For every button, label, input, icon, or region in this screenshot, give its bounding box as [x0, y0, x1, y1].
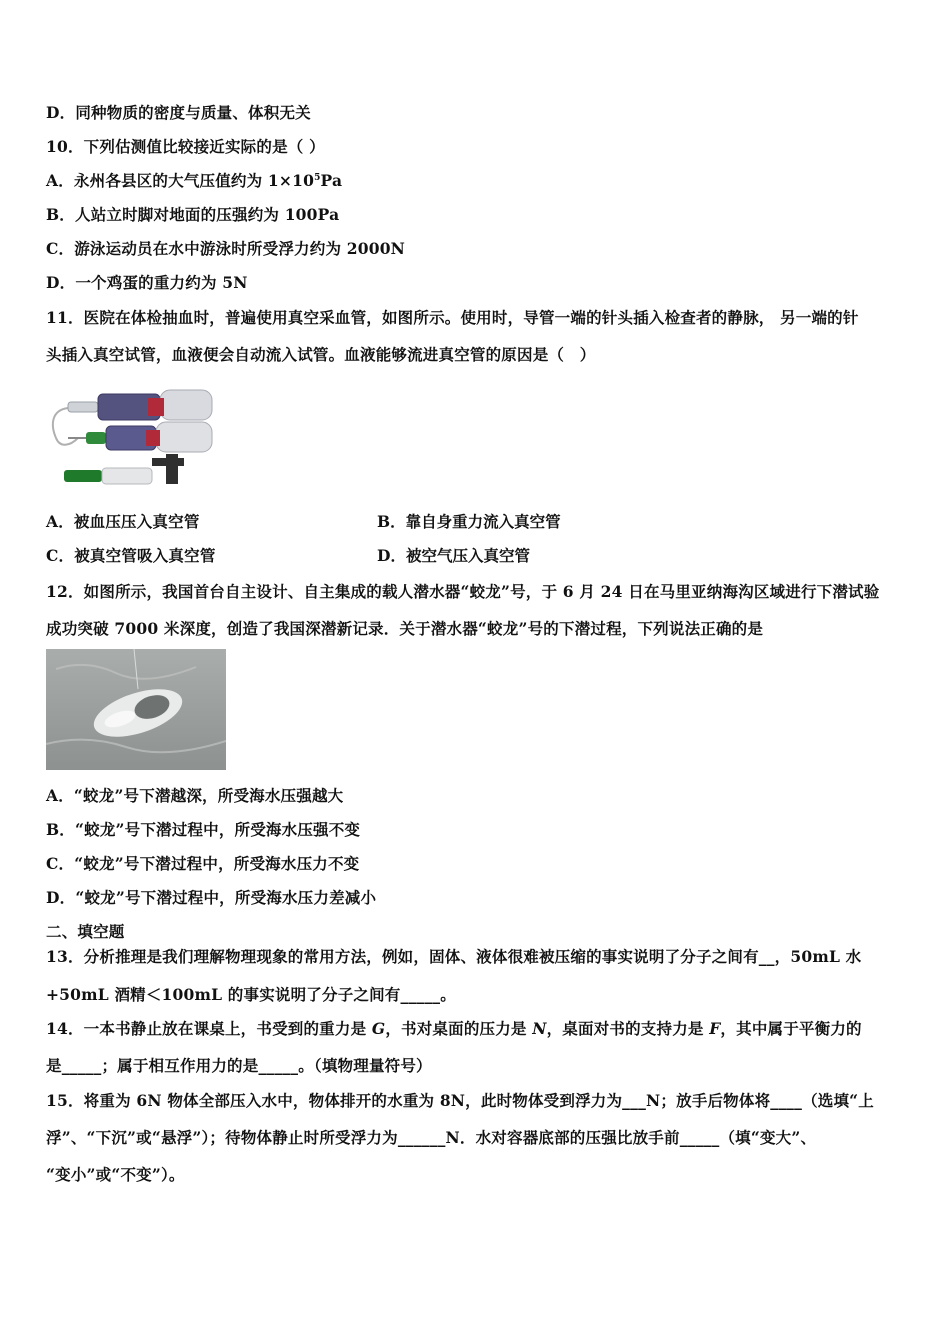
q12-option-d: D．“蛟龙”号下潜过程中，所受海水压力差减小 [46, 888, 377, 907]
q14-text-b: ，书对桌面的压力是 [385, 1019, 533, 1038]
q9-option-d: D．同种物质的密度与质量、体积无关 [46, 103, 311, 122]
q10-option-a-text: A．永州各县区的大气压值约为 1×10 [46, 171, 315, 190]
q15-line1: 15．将重为 6N 物体全部压入水中，物体排开的水重为 8N，此时物体受到浮力为___N；放手后物体将____（选填“上 [46, 1091, 875, 1110]
q14-symbol-n: N [532, 1019, 547, 1038]
q14-symbol-g: G [371, 1019, 386, 1038]
vacuum-blood-tube-figure [48, 376, 220, 488]
q11-stem-line2: 头插入真空试管，血液便会自动流入试管。血液能够流进真空管的原因是（ ） [46, 345, 596, 364]
q12-stem-line1: 12．如图所示，我国首台自主设计、自主集成的载人潜水器“蛟龙”号，于 6 月 24 日在马里亚纳海沟区域进行下潜试验 [46, 582, 880, 601]
q14-symbol-f: F [709, 1019, 721, 1038]
jiaolong-submersible-photo [46, 649, 226, 770]
q10-option-b: B．人站立时脚对地面的压强约为 100Pa [46, 205, 340, 224]
q11-option-b: B．靠自身重力流入真空管 [377, 512, 561, 531]
q12-option-b: B．“蛟龙”号下潜过程中，所受海水压强不变 [46, 820, 361, 839]
q14-line2: 是_____；属于相互作用力的是_____。（填物理量符号） [46, 1056, 432, 1075]
q11-option-c: C．被真空管吸入真空管 [46, 546, 216, 565]
q15-line2: 浮”、“下沉”或“悬浮”）；待物体静止时所受浮力为______N．水对容器底部的压强比放手前_____（填“变大”、 [46, 1128, 817, 1147]
section-heading-fill-in: 二、填空题 [46, 922, 125, 941]
q13-line2: +50mL 酒精＜100mL 的事实说明了分子之间有_____。 [46, 985, 456, 1004]
q14-text-d: ，其中属于平衡力的 [720, 1019, 862, 1038]
q13-line1: 13．分析推理是我们理解物理现象的常用方法，例如，固体、液体很难被压缩的事实说明了分子之间有__，50mL 水 [46, 947, 862, 966]
q14-line1 [46, 1017, 862, 1039]
q10-option-d: D．一个鸡蛋的重力约为 5N [46, 273, 248, 292]
q10-option-a-unit: Pa [320, 171, 343, 190]
q10-stem: 10．下列估测值比较接近实际的是（ ） [46, 137, 325, 156]
q15-line3: “变小”或“不变”）。 [46, 1165, 185, 1184]
q12-stem-line2: 成功突破 7000 米深度，创造了我国深潜新记录．关于潜水器“蛟龙”号的下潜过程，下列说法正确的是 [46, 619, 764, 638]
q11-option-a: A．被血压压入真空管 [46, 512, 200, 531]
q10-option-a [46, 169, 342, 191]
q10-option-a-exponent: 5 [314, 172, 321, 183]
q12-option-c: C．“蛟龙”号下潜过程中，所受海水压力不变 [46, 854, 360, 873]
q11-option-d: D．被空气压入真空管 [377, 546, 530, 565]
q11-stem-line1: 11．医院在体检抽血时，普遍使用真空采血管，如图所示。使用时，导管一端的针头插入检查者的静脉， 另一端的针 [46, 308, 859, 327]
q14-text-c: ，桌面对书的支持力是 [546, 1019, 710, 1038]
q14-text-a: 14．一本书静止放在课桌上，书受到的重力是 [46, 1019, 372, 1038]
q10-option-c: C．游泳运动员在水中游泳时所受浮力约为 2000N [46, 239, 406, 258]
q12-option-a: A．“蛟龙”号下潜越深，所受海水压强越大 [46, 786, 344, 805]
